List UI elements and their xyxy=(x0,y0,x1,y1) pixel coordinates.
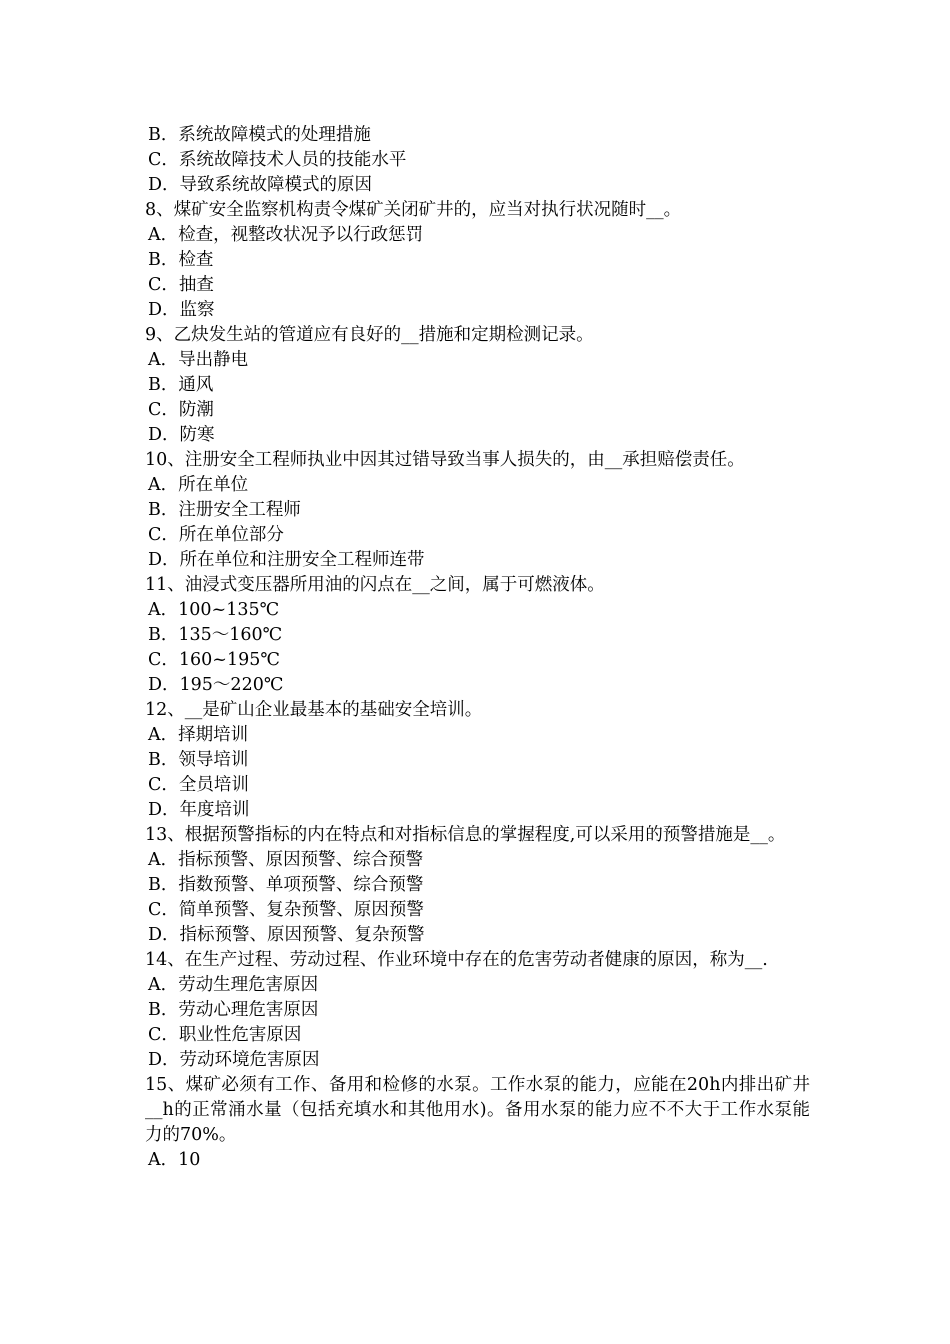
answer-option: D．所在单位和注册安全工程师连带 xyxy=(148,550,425,570)
answer-option: D．年度培训 xyxy=(148,800,250,820)
question-text: 9、乙炔发生站的管道应有良好的__措施和定期检测记录。 xyxy=(145,325,594,345)
answer-option: C．防潮 xyxy=(148,400,214,420)
question-text: 15、煤矿必须有工作、备用和检修的水泵。工作水泵的能力，应能在20h内排出矿井__h的正常涌水量（包括充填水和其他用水)。备用水泵的能力应不不大于工作水泵能力的70%。 xyxy=(145,1075,810,1145)
answer-option: D．195～220℃ xyxy=(148,675,284,695)
answer-option: C．160~195℃ xyxy=(148,650,280,670)
answer-option: B．检查 xyxy=(148,250,214,270)
answer-option: C．系统故障技术人员的技能水平 xyxy=(148,150,407,170)
question-text: 8、煤矿安全监察机构责令煤矿关闭矿井的，应当对执行状况随时__。 xyxy=(145,200,682,220)
answer-option: D．导致系统故障模式的原因 xyxy=(148,175,373,195)
question-text: 10、注册安全工程师执业中因其过错导致当事人损失的，由__承担赔偿责任。 xyxy=(145,450,745,470)
answer-option: A．检查，视整改状况予以行政惩罚 xyxy=(148,225,424,245)
answer-option: C．抽查 xyxy=(148,275,214,295)
answer-option: B．领导培训 xyxy=(148,750,249,770)
answer-option: D．防寒 xyxy=(148,425,215,445)
answer-option: B．指数预警、单项预警、综合预警 xyxy=(148,875,424,895)
answer-option: A．100~135℃ xyxy=(148,600,280,620)
answer-option: D．指标预警、原因预警、复杂预警 xyxy=(148,925,425,945)
question-text: 14、在生产过程、劳动过程、作业环境中存在的危害劳动者健康的原因，称为__. xyxy=(145,950,768,970)
answer-option: A．10 xyxy=(148,1150,201,1170)
answer-option: D．劳动环境危害原因 xyxy=(148,1050,320,1070)
document-body xyxy=(145,123,810,1173)
answer-option: C．职业性危害原因 xyxy=(148,1025,302,1045)
question-text: 12、__是矿山企业最基本的基础安全培训。 xyxy=(145,700,483,720)
answer-option: A．择期培训 xyxy=(148,725,249,745)
answer-option: A．指标预警、原因预警、综合预警 xyxy=(148,850,424,870)
answer-option: A．导出静电 xyxy=(148,350,249,370)
answer-option: C．所在单位部分 xyxy=(148,525,284,545)
answer-option: C．简单预警、复杂预警、原因预警 xyxy=(148,900,424,920)
answer-option: C．全员培训 xyxy=(148,775,249,795)
question-text: 11、油浸式变压器所用油的闪点在__之间，属于可燃液体。 xyxy=(145,575,605,595)
answer-option: A．劳动生理危害原因 xyxy=(148,975,319,995)
answer-option: A．所在单位 xyxy=(148,475,249,495)
answer-option: B．劳动心理危害原因 xyxy=(148,1000,319,1020)
answer-option: B．系统故障模式的处理措施 xyxy=(148,125,371,145)
question-text: 13、根据预警指标的内在特点和对指标信息的掌握程度,可以采用的预警措施是__。 xyxy=(145,825,786,845)
answer-option: B．通风 xyxy=(148,375,214,395)
answer-option: B．注册安全工程师 xyxy=(148,500,301,520)
answer-option: D．监察 xyxy=(148,300,215,320)
answer-option: B．135～160℃ xyxy=(148,625,283,645)
